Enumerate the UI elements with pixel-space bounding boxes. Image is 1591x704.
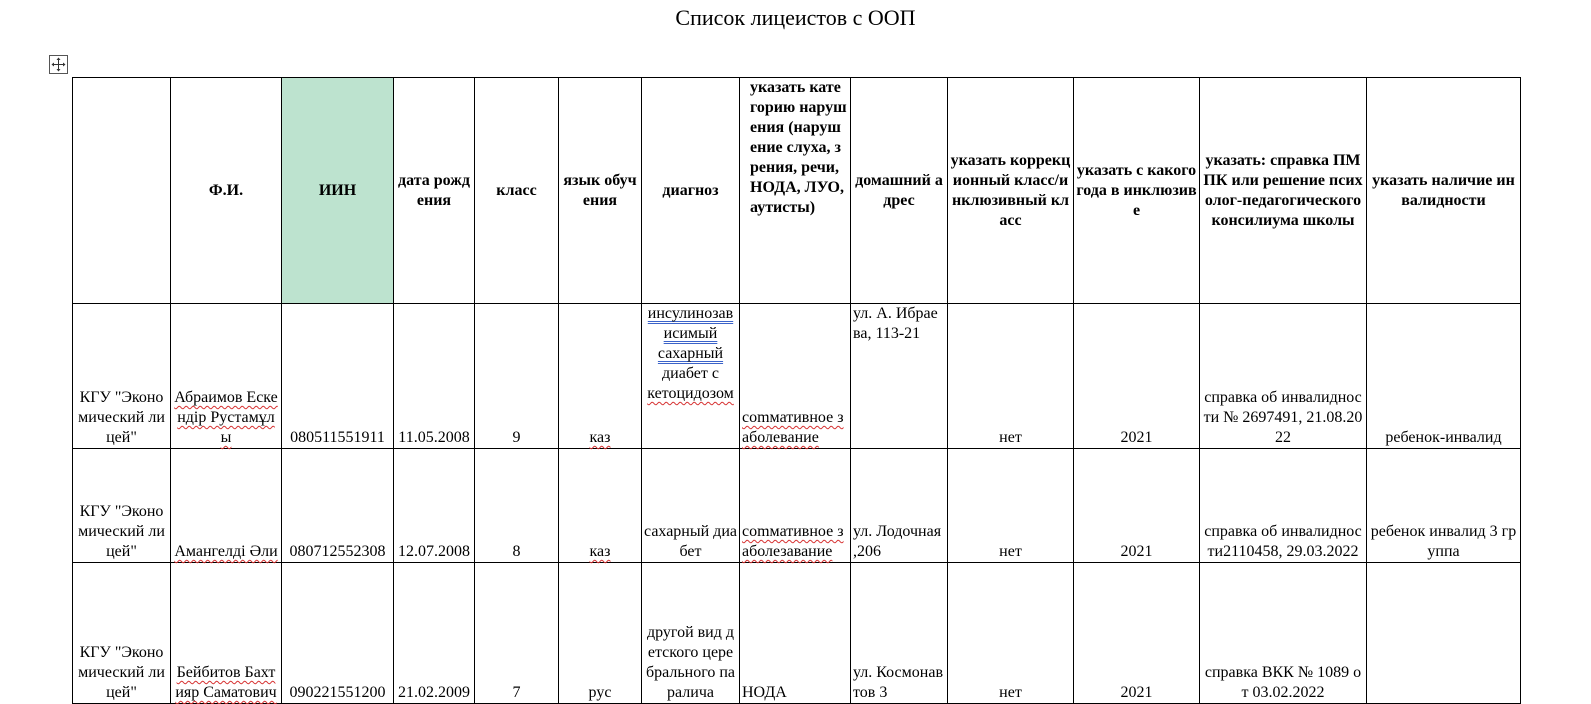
header-inclusion-year[interactable]: указать с какого года в инклюзиве [1074, 78, 1200, 304]
cell-class-type[interactable]: нет [948, 563, 1074, 704]
cell-disability[interactable] [1367, 563, 1521, 704]
cell-grade[interactable]: 7 [475, 563, 559, 704]
cell-grade[interactable]: 8 [475, 449, 559, 563]
header-category[interactable]: указать категорию нарушения (нарушение слуха, зрения, речи, НОДА, ЛУО, аутисты) [740, 78, 851, 304]
cell-disability[interactable]: ребенок-инвалид [1367, 304, 1521, 449]
cell-name-text: Бейбитов Бахтияр Саматович [175, 664, 277, 701]
cell-name-text: Амангелді Әли [174, 543, 278, 560]
cell-address[interactable]: ул. Космонавтов 3 [851, 563, 948, 704]
cell-school[interactable]: КГУ "Экономический лицей" [73, 563, 171, 704]
header-language[interactable]: язык обучения [559, 78, 642, 304]
cell-name[interactable] [171, 449, 282, 563]
cell-language-text: каз [589, 429, 611, 446]
header-address[interactable]: домашний адрес [851, 78, 948, 304]
cell-language-text: каз [589, 543, 611, 560]
cell-language[interactable]: рус [559, 563, 642, 704]
cell-birth-date[interactable]: 12.07.2008 [394, 449, 475, 563]
cell-address[interactable]: ул. Лодочная ,206 [851, 449, 948, 563]
cell-class-type[interactable]: нет [948, 449, 1074, 563]
cell-name[interactable] [171, 304, 282, 449]
diagnosis-part-b: сахарный [657, 345, 724, 362]
cell-school[interactable]: КГУ "Экономический лицей" [73, 449, 171, 563]
cell-inclusion-year[interactable]: 2021 [1074, 563, 1200, 704]
header-row [73, 78, 1521, 304]
move-cross-icon [51, 57, 66, 72]
students-table [72, 77, 1521, 704]
cell-category[interactable]: НОДА [740, 563, 851, 704]
header-document[interactable]: указать: справка ПМПК или решение психолог-педагогического консилиума школы [1200, 78, 1367, 304]
cell-language[interactable] [559, 449, 642, 563]
header-school[interactable] [73, 78, 171, 304]
cell-class-type[interactable]: нет [948, 304, 1074, 449]
cell-name[interactable] [171, 563, 282, 704]
diagnosis-part-c: диабет с [662, 365, 719, 382]
diagnosis-part-d: кетоцидозом [647, 385, 734, 402]
cell-document[interactable]: справка ВКК № 1089 от 03.02.2022 [1200, 563, 1367, 704]
cell-diagnosis[interactable]: сахарный диабет [642, 449, 740, 563]
cell-category-text: comмативное заболевание [742, 409, 844, 446]
cell-diagnosis[interactable]: другой вид детского церебрального паралича [642, 563, 740, 704]
cell-iin[interactable]: 080712552308 [282, 449, 394, 563]
cell-name-text: Абраимов Ескендір Рустамұлы [174, 389, 278, 446]
header-birth-date[interactable]: дата рождения [394, 78, 475, 304]
header-diagnosis[interactable]: диагноз [642, 78, 740, 304]
cell-document[interactable]: справка об инвалидности2110458, 29.03.2022 [1200, 449, 1367, 563]
cell-iin[interactable]: 080511551911 [282, 304, 394, 449]
cell-disability[interactable]: ребенок инвалид 3 группа [1367, 449, 1521, 563]
header-iin[interactable]: ИИН [282, 78, 394, 304]
cell-inclusion-year[interactable]: 2021 [1074, 304, 1200, 449]
cell-language[interactable] [559, 304, 642, 449]
header-disability[interactable]: указать наличие инвалидности [1367, 78, 1521, 304]
cell-diagnosis[interactable] [642, 304, 740, 449]
cell-inclusion-year[interactable]: 2021 [1074, 449, 1200, 563]
cell-document[interactable]: справка об инвалидности № 2697491, 21.08.2022 [1200, 304, 1367, 449]
table-row [73, 304, 1521, 449]
document-title: Список лицеистов с ООП [675, 5, 916, 30]
cell-category[interactable] [740, 449, 851, 563]
table-row [73, 563, 1521, 704]
table-move-handle[interactable] [49, 55, 68, 74]
cell-category[interactable] [740, 304, 851, 449]
cell-address[interactable]: ул. А. Ибраева, 113-21 [851, 304, 948, 449]
diagnosis-part-a: инсулинозависимый [647, 305, 734, 342]
cell-category-text: comмативное заболезавание [742, 523, 844, 560]
cell-birth-date[interactable]: 21.02.2009 [394, 563, 475, 704]
table-row [73, 449, 1521, 563]
cell-iin[interactable]: 090221551200 [282, 563, 394, 704]
header-grade[interactable]: класс [475, 78, 559, 304]
header-class-type[interactable]: указать коррекционный класс/инклюзивный класс [948, 78, 1074, 304]
cell-birth-date[interactable]: 11.05.2008 [394, 304, 475, 449]
header-name[interactable]: Ф.И. [171, 78, 282, 304]
cell-grade[interactable]: 9 [475, 304, 559, 449]
cell-school[interactable]: КГУ "Экономический лицей" [73, 304, 171, 449]
